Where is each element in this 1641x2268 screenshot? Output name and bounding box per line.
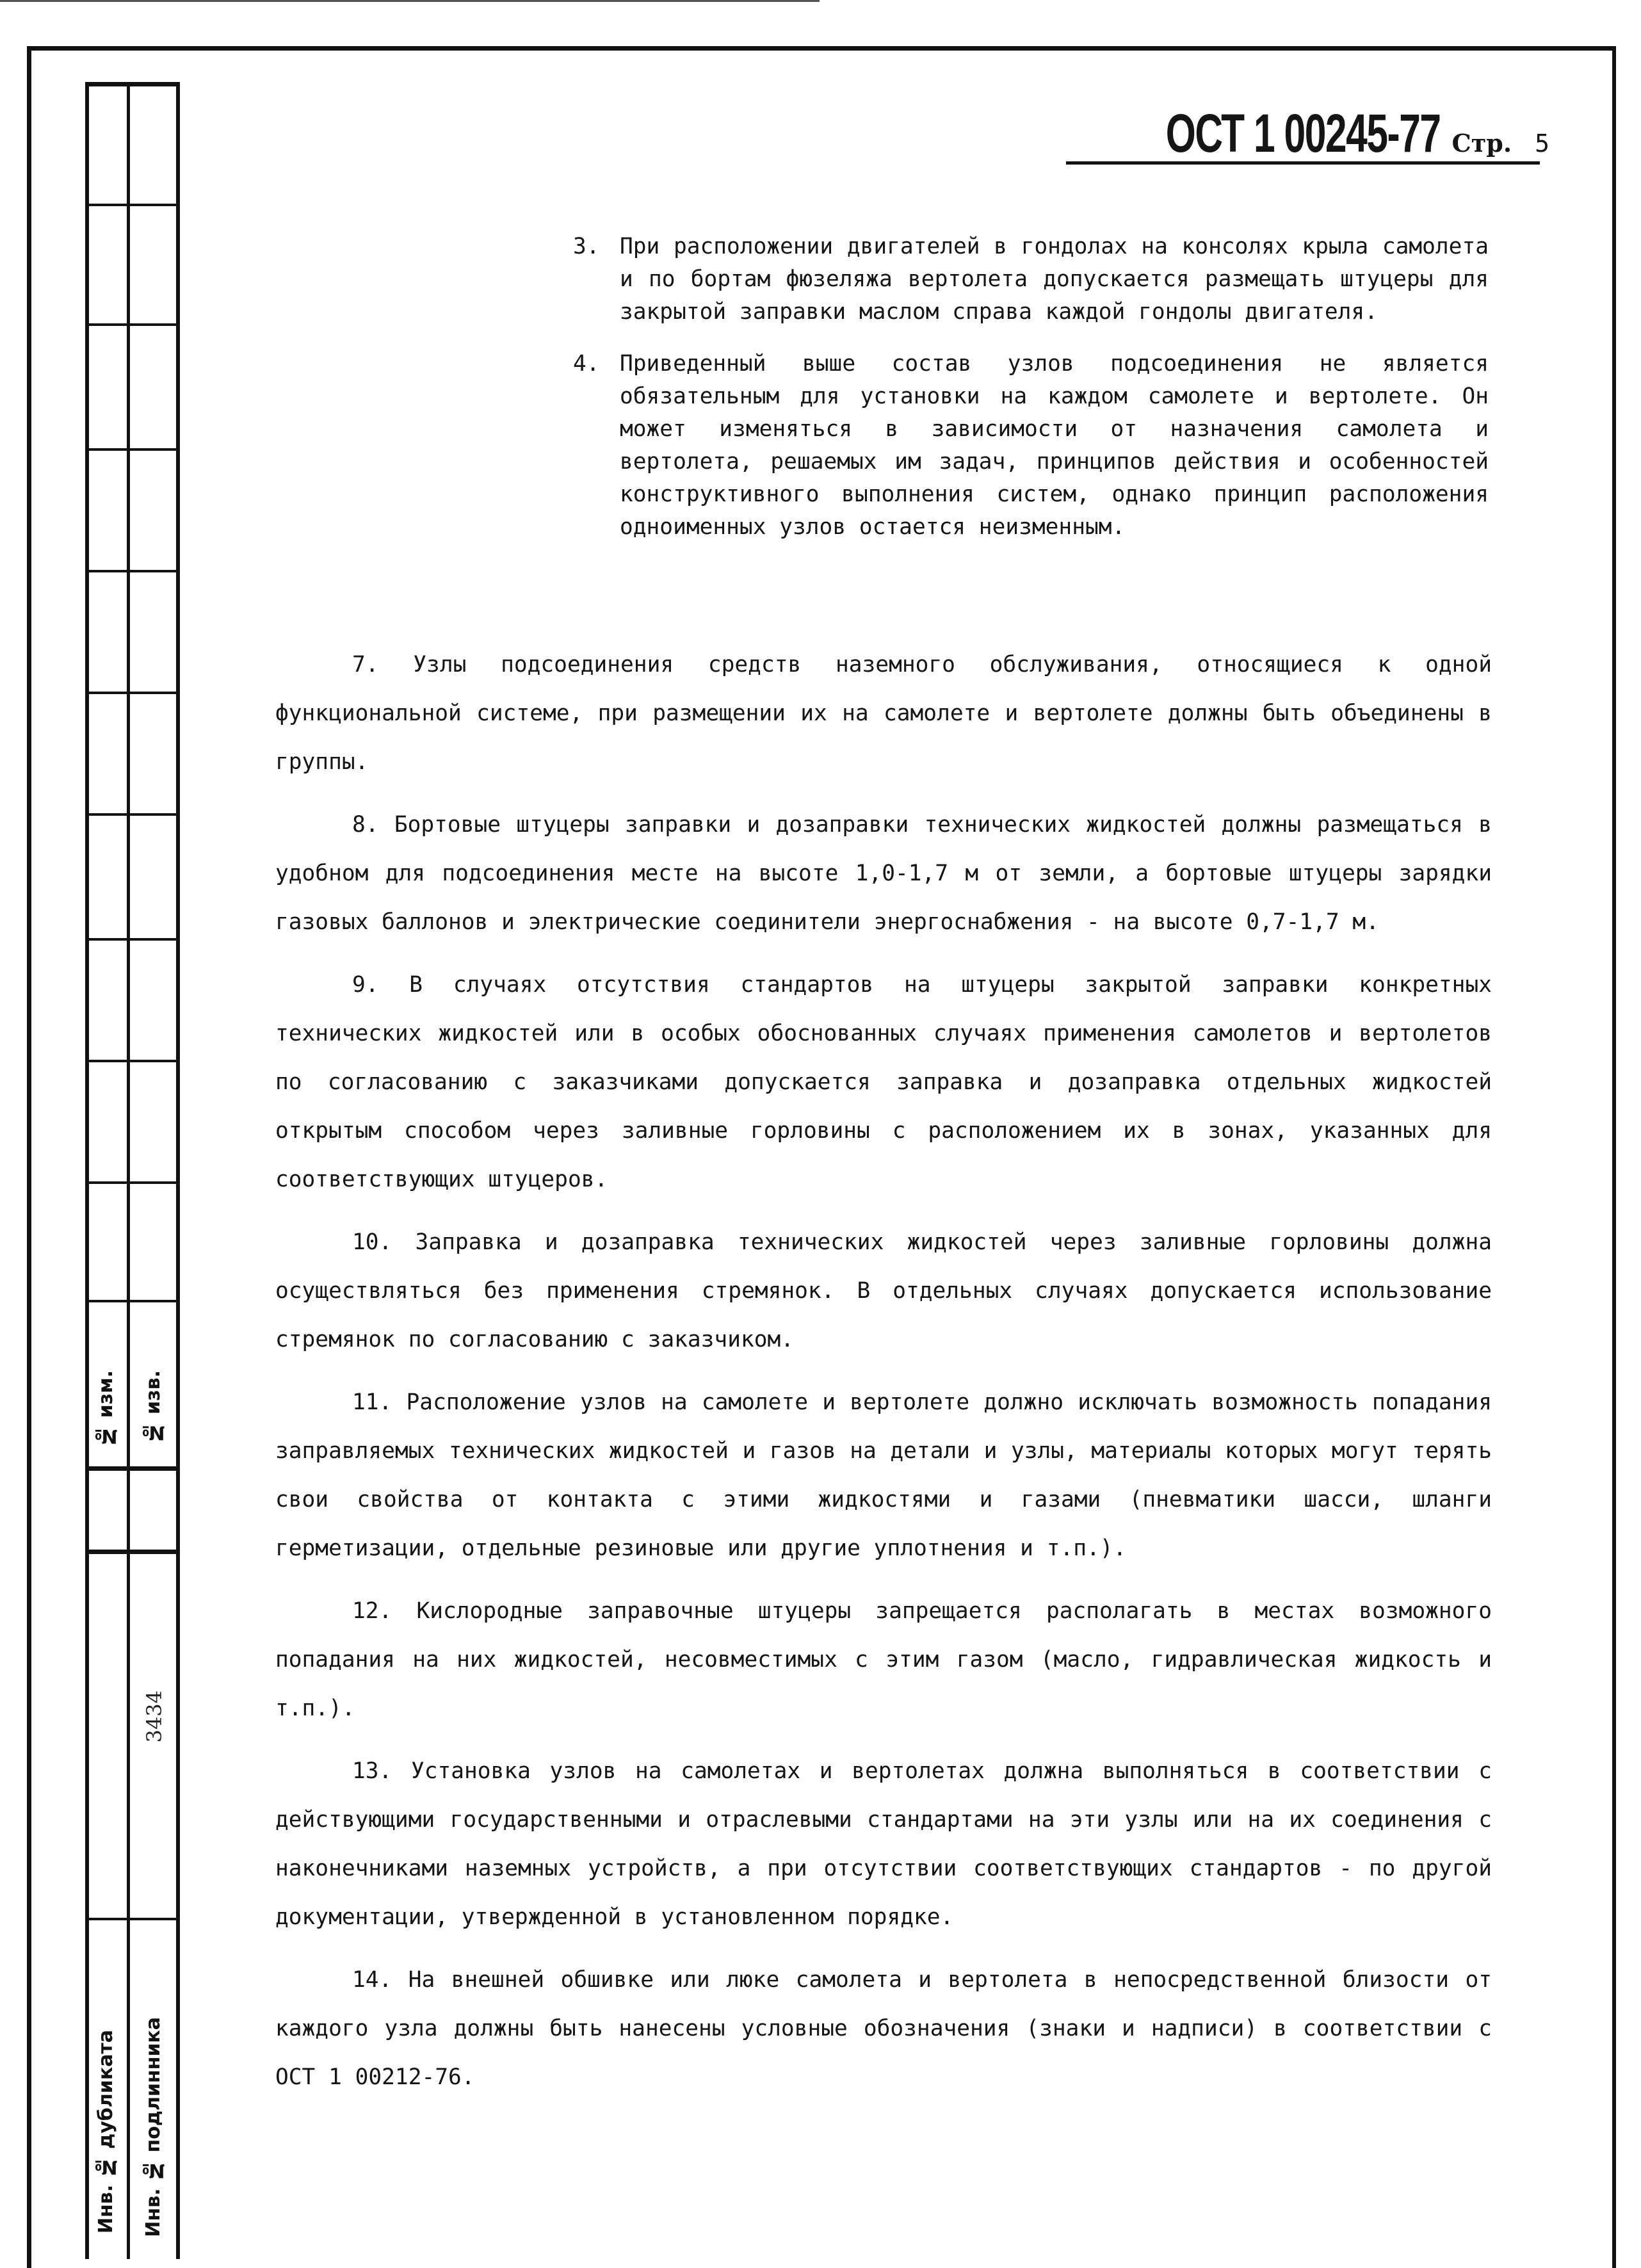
clause-8: 8. Бортовые штуцеры заправки и дозаправки технических жидкостей должны размещаться в удобном для подсоединения месте на высоте 1,0-1,7 м от земли, а бортовые штуцеры зарядки газовых баллонов и электрические соединители энергоснабжения - на высоте 0,7-1,7 м.	[275, 812, 1492, 935]
stamp-duplicate-inventory-label: Инв. № дубликата	[95, 2030, 117, 2234]
stamp-divider	[85, 570, 180, 572]
stamp-divider	[85, 204, 180, 206]
stamp-divider	[85, 448, 180, 451]
clause-9: 9. В случаях отсутствия стандартов на штуцеры закрытой заправки конкретных технических жидкостей или в особых обоснованных случаях применения самолетов и вертолетов по согласованию с заказчиками допускается заправка и дозаправка отдельных жидкостей открытым способом через заливные горловины с расположением их в зонах, указанных для соответствующих штуцеров.	[275, 972, 1492, 1192]
stamp-notice-number-label: № изв.	[142, 1370, 165, 1444]
stamp-divider	[85, 813, 180, 816]
stamp-divider	[85, 938, 180, 941]
stamp-divider	[85, 1466, 180, 1471]
top-border-line	[0, 0, 820, 2]
page-header	[1059, 102, 1549, 165]
clause-7: 7. Узлы подсоединения средств наземного обслуживания, относящиеся к одной функциональной системе, при размещении их на самолете и вертолете должны быть объединены в группы.	[275, 652, 1492, 775]
stamp-divider	[85, 1181, 180, 1184]
note-number: 4.	[573, 351, 600, 377]
note-text: Приведенный выше состав узлов подсоединения не является обязательным для установки на каждом самолете и вертолете. Он может изменяться в зависимости от назначения самолета и вертолета, решаемых им задач, принципов действия и особенностей конструктивного выполнения систем, однако принцип расположения одноименных узлов остается неизменным.	[620, 351, 1489, 540]
stamp-divider	[85, 1550, 180, 1554]
stamp-divider	[85, 323, 180, 326]
note-text: При расположении двигателей в гондолах на консолях крыла самолета и по бортам фюзеляжа вертолета допускается размещать штуцеры для закрытой заправки маслом справа каждой гондолы двигателя.	[620, 234, 1489, 325]
stamp-number: 3434	[142, 1690, 166, 1743]
note-item	[573, 348, 1489, 544]
standard-designation: ОСТ 1 00245-77	[1165, 103, 1441, 163]
stamp-column-left	[85, 82, 130, 2259]
clause-11: 11. Расположение узлов на самолете и вертолете должно исключать возможность попадания заправляемых технических жидкостей и газов на детали и узлы, материалы которых могут терять свои свойства от контакта с этими жидкостями и газами (пневматики шасси, шланги герметизации, отдельные резиновые или другие уплотнения и т.п.).	[275, 1389, 1492, 1561]
page-label: Стр.	[1451, 129, 1512, 158]
stamp-divider	[85, 1060, 180, 1062]
stamp-divider	[85, 692, 180, 694]
clause-12: 12. Кислородные заправочные штуцеры запрещается располагать в местах возможного попадания на них жидкостей, несовместимых с этим газом (масло, гидравлическая жидкость и т.п.).	[275, 1598, 1492, 1721]
stamp-divider	[85, 1918, 180, 1920]
clause-10: 10. Заправка и дозаправка технических жидкостей через заливные горловины должна осуществляться без применения стремянок. В отдельных случаях допускается использование стремянок по согласованию с заказчиком.	[275, 1229, 1492, 1352]
page-number: 5	[1535, 129, 1549, 158]
stamp-column-right	[130, 82, 180, 2259]
stamp-change-number-label: № изм.	[95, 1370, 117, 1447]
note-number: 3.	[573, 234, 600, 259]
stamp-original-inventory-label: Инв. № подлинника	[142, 2017, 165, 2237]
header-underline	[1066, 161, 1540, 165]
clause-14: 14. На внешней обшивке или люке самолета и вертолета в непосредственной близости от каждого узла должны быть нанесены условные обозначения (знаки и надписи) в соответствии с ОСТ 1 00212-76.	[275, 1967, 1492, 2090]
main-text	[275, 640, 1492, 2116]
note-item	[573, 231, 1489, 328]
clause-13: 13. Установка узлов на самолетах и вертолетах должна выполняться в соответствии с действующими государственными и отраслевыми стандартами на эти узлы или на их соединения с наконечниками наземных устройств, а при отсутствии соответствующих стандартов - по другой документации, утвержденной в установленном порядке.	[275, 1758, 1492, 1930]
stamp-divider	[85, 1300, 180, 1302]
stamp-divider	[85, 82, 180, 86]
notes-block	[573, 231, 1489, 563]
